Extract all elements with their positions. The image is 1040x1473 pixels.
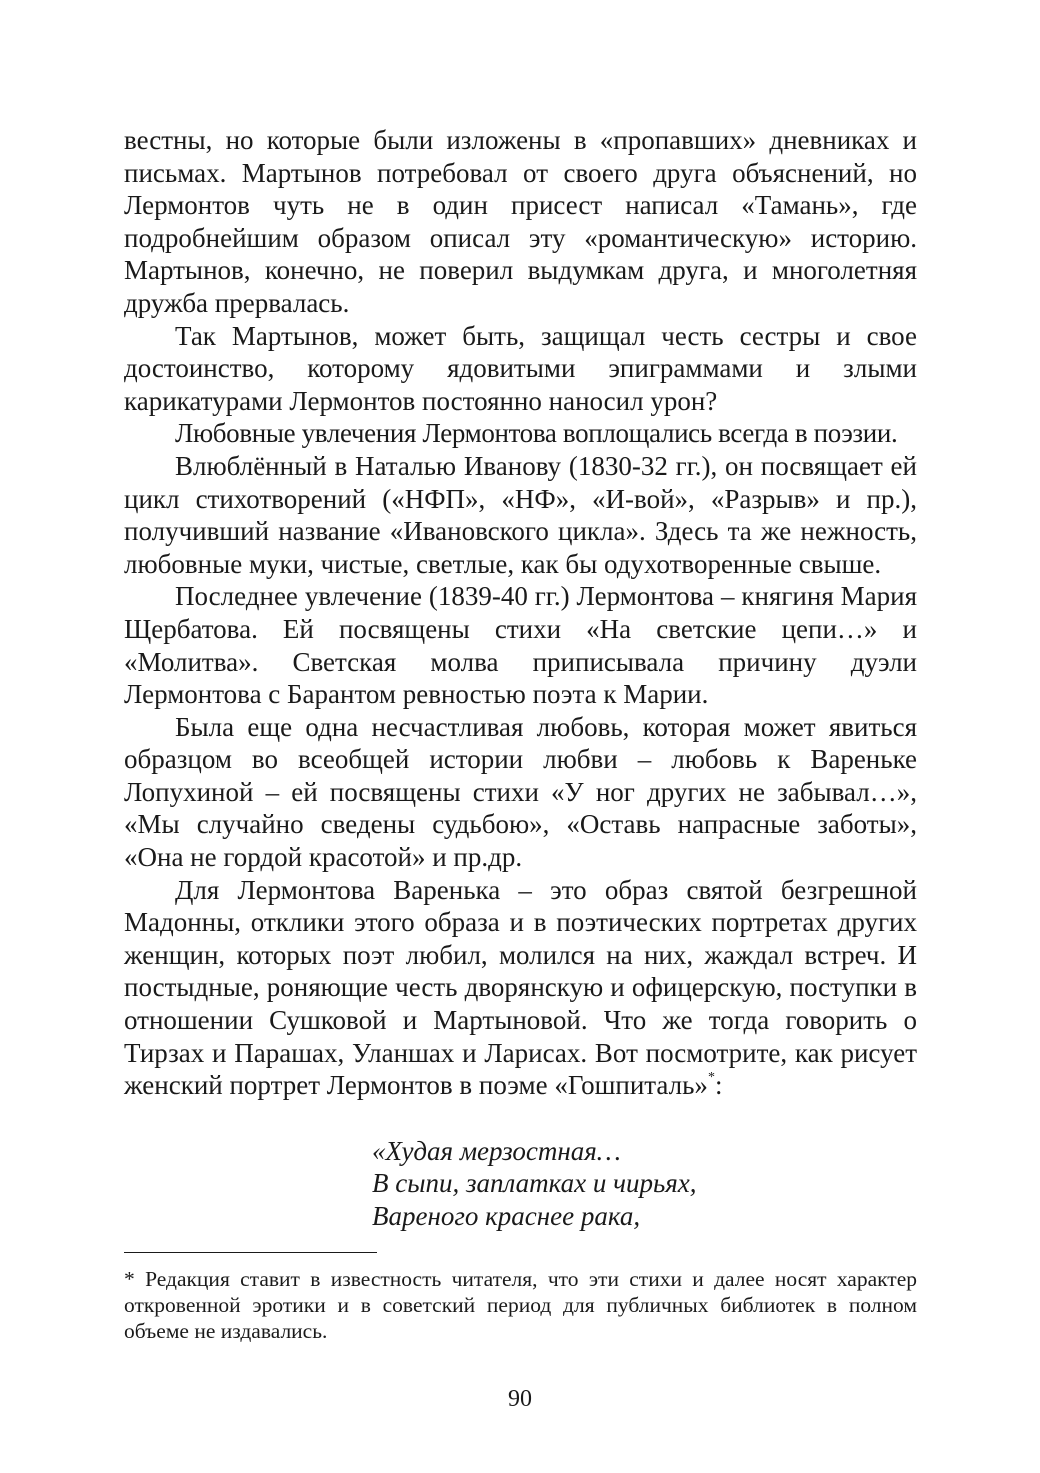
footnote: * Редакция ставит в известность читателя, что эти стихи и далее носят характер откровенной эротики и в советский период для публичных библиотек в полном объеме не издавались.	[124, 1267, 917, 1343]
paragraph-6: Была еще одна несчастливая любовь, которая может явиться образцом во всеобщей истории любви – любовь к Вареньке Лопухиной – ей посвящены стихи «У ног других не забывал…», «Мы случайно сведены судьбою», «Оставь напрасные заботы», «Она не гордой красотой» и пр.др.	[124, 711, 917, 873]
footnote-marker: *	[707, 1070, 715, 1086]
paragraph-4: Влюблённый в Наталью Иванову (1830-32 гг.), он посвящает ей цикл стихотворений («НФП», «НФ», «И-вой», «Разрыв» и пр.), получивший название «Ивановского цикла». Здесь та же нежность, любовные муки, чистые, светлые, как бы одухотворенные свыше.	[124, 450, 917, 579]
paragraph-1: вестны, но которые были изложены в «пропавших» дневниках и письмах. Мартынов потребовал от своего друга объяснений, но Лермонтов чуть не в один присест написал «Тамань», где подробнейшим образом описал эту «романтическую» историю. Мартынов, конечно, не поверил выдумкам друга, и многолетняя дружба прервалась.	[124, 125, 917, 318]
main-text	[124, 124, 917, 1102]
poem-line-1: «Худая мерзостная…	[372, 1135, 621, 1166]
poem-line-3: Вареного краснее рака,	[372, 1201, 641, 1231]
paragraph-5: Последнее увлечение (1839-40 гг.) Лермонтова – княгиня Мария Щербатова. Ей посвящены стихи «На светские цепи…» и «Молитва». Светская молва приписывала причину дуэли Лермонтова с Барантом ревностью поэта к Марии.	[124, 581, 917, 710]
paragraph-7	[124, 874, 917, 1102]
page-number: 90	[508, 1386, 532, 1412]
paragraph-3: Любовные увлечения Лермонтова воплощались всегда в поэзии.	[175, 418, 898, 449]
poem-excerpt	[372, 1135, 917, 1233]
paragraph-2: Так Мартынов, может быть, защищал честь сестры и свое достоинство, которому ядовитыми эпиграммами и злыми карикатурами Лермонтов постоянно наносил урон?	[124, 320, 917, 416]
poem-line-2: В сыпи, заплатках и чирьях,	[372, 1168, 697, 1199]
footnote-divider	[124, 1252, 377, 1253]
paragraph-7-text: Для Лермонтова Варенька – это образ святой безгрешной Мадонны, отклики этого образа и в поэтических портретах других женщин, которых поэт любил, молился на них, жаждал встреч. И постыдные, роняющие честь дворянскую и офицерскую, поступки в отношении Сушковой и Мартыновой. Что же тогда говорить о Тирзах и Парашах, Уланшах и Ларисах. Вот посмотрите, как рисует женский портрет Лермонтов в поэме «Гошпиталь»	[124, 874, 917, 1101]
paragraph-7-tail: :	[714, 1070, 723, 1101]
page-body	[124, 124, 917, 1233]
